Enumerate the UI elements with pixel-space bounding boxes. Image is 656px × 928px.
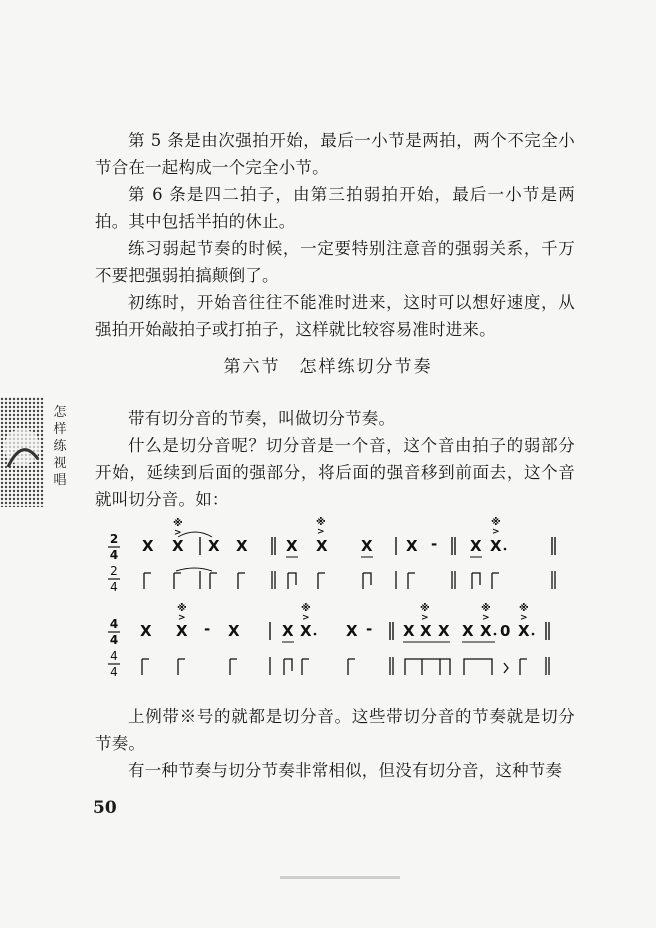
side-tab-char: 样 bbox=[53, 422, 67, 437]
rhythm-rest: 0 bbox=[500, 622, 511, 640]
time-signature-bottom: 4 bbox=[110, 665, 118, 679]
syncopation-mark: ※ bbox=[177, 603, 187, 614]
paragraph-8: 有一种节奏与切分节奏非常相似，但没有切分音，这种节奏 bbox=[128, 761, 563, 780]
syncopation-mark: ※ bbox=[173, 518, 183, 529]
rhythm-x: X bbox=[420, 622, 432, 640]
rhythm-x: X bbox=[470, 537, 482, 555]
syncopation-mark: ※ bbox=[481, 603, 491, 614]
rhythm-x: X bbox=[142, 537, 154, 555]
rhythm-x: X bbox=[172, 537, 184, 555]
rhythm-x: X bbox=[518, 622, 530, 640]
accent-mark: > bbox=[317, 527, 325, 537]
rhythm-dash: - bbox=[431, 535, 438, 553]
rhythm-x: X bbox=[208, 537, 220, 555]
rhythm-x: X bbox=[438, 622, 450, 640]
paragraph-1: 第 5 条是由次强拍开始，最后一小节是两拍，两个不完全小节合在一起构成一个完全小节。 bbox=[95, 131, 575, 177]
side-tab-char: 练 bbox=[53, 439, 67, 454]
paragraph-5: 带有切分音的节奏，叫做切分节奏。 bbox=[128, 409, 396, 428]
rhythm-x: X bbox=[406, 537, 418, 555]
side-tab-label bbox=[50, 404, 70, 489]
syncopation-mark: ※ bbox=[491, 517, 501, 528]
score-row-1 bbox=[108, 516, 555, 562]
rhythm-x: X bbox=[300, 622, 312, 640]
rhythm-x: X bbox=[140, 622, 152, 640]
time-signature-bottom: 4 bbox=[109, 548, 119, 562]
rhythm-x: X bbox=[403, 622, 415, 640]
rhythm-x: X bbox=[462, 622, 474, 640]
rhythm-x: X bbox=[286, 537, 298, 555]
rhythm-dash: - bbox=[366, 620, 373, 638]
rhythm-x: X bbox=[236, 537, 248, 555]
score-row-3 bbox=[108, 602, 549, 647]
time-signature-top: 4 bbox=[110, 649, 118, 663]
syncopation-mark: ※ bbox=[316, 517, 326, 528]
time-signature-bottom: 4 bbox=[110, 580, 118, 594]
accent-mark: > bbox=[492, 527, 500, 537]
side-tab-char: 唱 bbox=[53, 473, 67, 488]
rhythm-x: X bbox=[361, 537, 373, 555]
accent-mark: > bbox=[482, 613, 490, 623]
rhythm-score bbox=[100, 515, 570, 690]
rhythm-x: X bbox=[316, 537, 328, 555]
rhythm-x: X bbox=[480, 622, 492, 640]
accent-mark: > bbox=[178, 613, 186, 623]
rhythm-x: X bbox=[490, 537, 502, 555]
scan-artifact bbox=[280, 874, 400, 882]
rhythm-x: X bbox=[282, 622, 294, 640]
syncopation-mark: ※ bbox=[301, 603, 311, 614]
accent-mark: > bbox=[174, 528, 182, 538]
rhythm-dash: - bbox=[204, 620, 211, 638]
time-signature-top: 2 bbox=[110, 564, 118, 578]
rhythm-x: X bbox=[228, 622, 240, 640]
time-signature-bottom: 4 bbox=[109, 633, 119, 647]
accent-mark: > bbox=[421, 613, 429, 623]
section-title: 第六节 怎样练切分节奏 bbox=[223, 357, 433, 377]
rhythm-x: X bbox=[346, 622, 358, 640]
paragraph-2: 第 6 条是四二拍子，由第三拍弱拍开始，最后一小节是两拍。其中包括半拍的休止。 bbox=[95, 185, 575, 231]
side-tab-char: 视 bbox=[53, 456, 67, 471]
accent-mark: > bbox=[302, 613, 310, 623]
rhythm-x: X bbox=[176, 622, 188, 640]
paragraph-6: 什么是切分音呢？切分音是一个音，这个音由拍子的弱部分开始，延续到后面的强部分，将后面的强音移到前面去，这个音就叫切分音。如： bbox=[95, 436, 575, 509]
paragraph-4: 初练时，开始音往往不能准时进来，这时可以想好速度，从强拍开始敲拍子或打拍子，这样就比较容易准时进来。 bbox=[95, 293, 575, 339]
time-signature-top: 2 bbox=[109, 532, 119, 546]
page-number: 50 bbox=[93, 798, 117, 818]
syncopation-mark: ※ bbox=[519, 603, 529, 614]
syncopation-mark: ※ bbox=[420, 603, 430, 614]
time-signature-top: 4 bbox=[109, 617, 119, 631]
score-row-4 bbox=[108, 649, 549, 679]
paragraph-3: 练习弱起节奏的时候，一定要特别注意音的强弱关系，千万不要把强弱拍搞颠倒了。 bbox=[95, 239, 575, 285]
side-tab-char: 怎 bbox=[53, 405, 67, 420]
paragraph-7: 上例带※号的就都是切分音。这些带切分音的节奏就是切分节奏。 bbox=[95, 707, 575, 753]
accent-mark: > bbox=[520, 613, 528, 623]
score-row-2 bbox=[108, 564, 555, 594]
